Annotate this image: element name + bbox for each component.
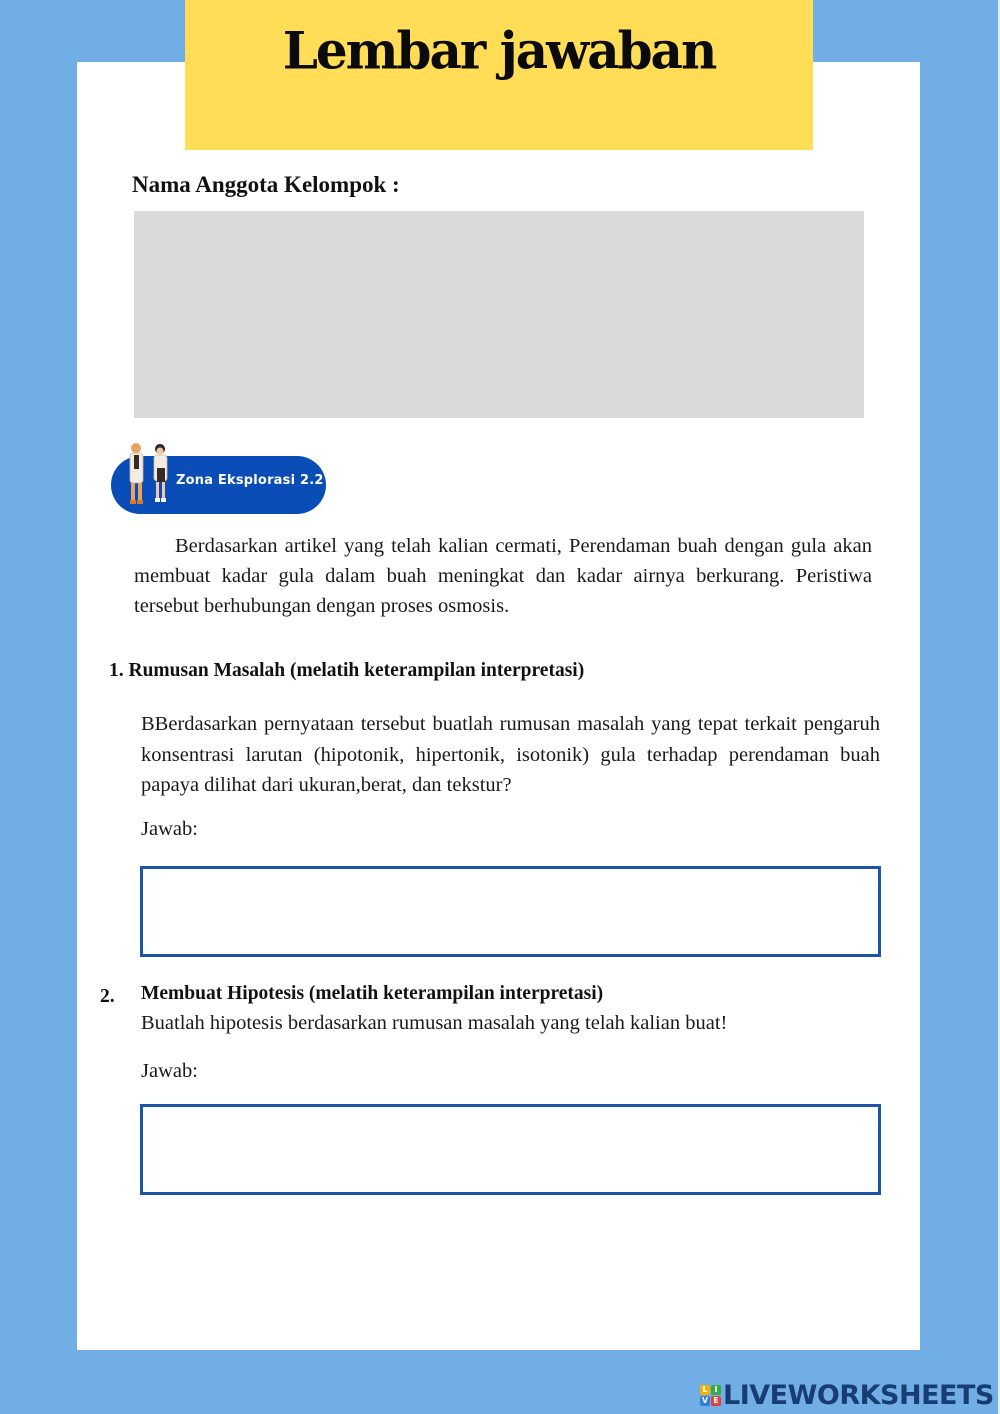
question-2-number: 2.: [100, 986, 115, 1007]
liveworksheets-brand: LIVEWORKSHEETS: [723, 1379, 994, 1411]
question-1-heading: [109, 660, 584, 682]
question-1-number: 1.: [109, 660, 124, 681]
question-2-answer-input[interactable]: [140, 1104, 881, 1195]
question-2-answer-label: Jawab:: [141, 1060, 198, 1082]
members-input[interactable]: [134, 211, 864, 418]
question-1-answer-input[interactable]: [140, 866, 881, 957]
question-1-title: Rumusan Masalah (melatih keterampilan interpretasi): [128, 660, 585, 681]
intro-paragraph: [134, 531, 872, 621]
question-1-answer-label: Jawab:: [141, 818, 198, 840]
liveworksheets-icon: L I V E: [700, 1385, 721, 1406]
zona-label: Zona Eksplorasi 2.2: [176, 473, 324, 488]
question-2-prompt: Buatlah hipotesis berdasarkan rumusan masalah yang telah kalian buat!: [141, 1012, 728, 1034]
question-2-title: Membuat Hipotesis (melatih keterampilan interpretasi): [141, 983, 604, 1004]
page-title: Lembar jawaban: [282, 20, 716, 81]
liveworksheets-logo[interactable]: [700, 1379, 994, 1411]
zona-eksplorasi-badge: [111, 456, 326, 514]
scientists-illustration-icon: [119, 438, 179, 508]
members-label: Nama Anggota Kelompok :: [132, 172, 400, 197]
intro-text: Berdasarkan artikel yang telah kalian cermati, Perendaman buah dengan gula akan membuat kadar gula dalam buah meningkat dan kadar airnya berkurang. Peristiwa tersebut berhubungan dengan proses osmosis.: [134, 535, 872, 617]
title-banner: [185, 0, 813, 150]
question-1-prompt: BBerdasarkan pernyataan tersebut buatlah rumusan masalah yang tepat terkait pengaruh konsentrasi larutan (hipotonik, hipertonik, isotonik) gula terhadap perendaman buah papaya dilihat dari ukuran,berat, dan tekstur?: [141, 713, 880, 796]
